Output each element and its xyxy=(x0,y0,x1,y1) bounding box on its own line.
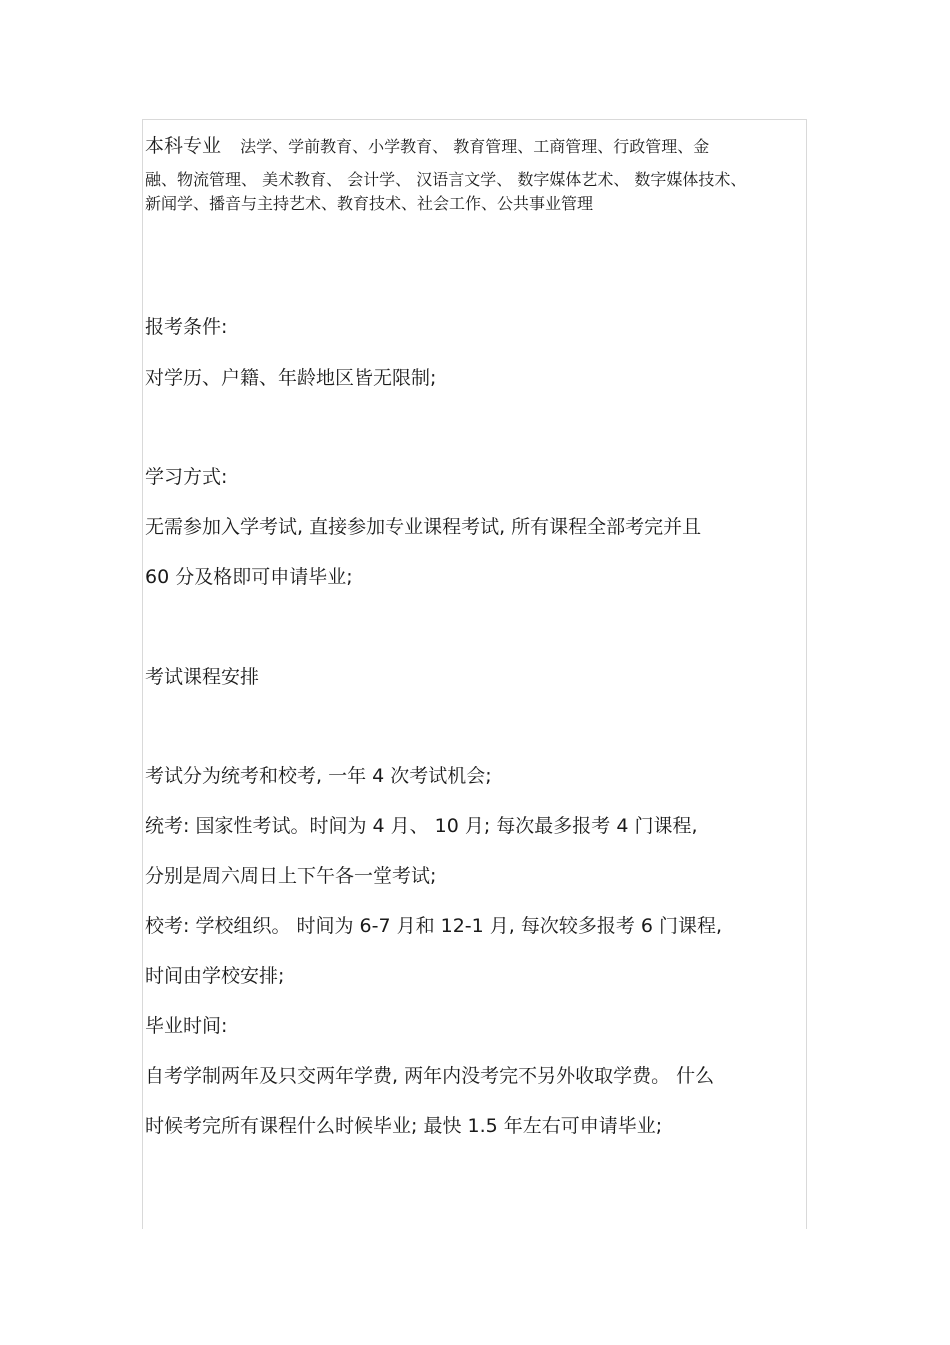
majors-list-part-1: 法学、学前教育、小学教育、 教育管理、工商管理、行政管理、金 xyxy=(240,137,710,156)
exam-schedule-line-4: 校考: 学校组织。 时间为 6-7 月和 12-1 月, 每次较多报考 6 门课程, xyxy=(145,915,723,937)
requirements-text: 对学历、户籍、年龄地区皆无限制; xyxy=(145,367,437,389)
exam-schedule-line-2: 统考: 国家性考试。时间为 4 月、 10 月; 每次最多报考 4 门课程, xyxy=(145,815,698,837)
majors-list-part-2: 融、物流管理、 美术教育、 会计学、 汉语言文学、 数字媒体艺术、 数字媒体技术、 xyxy=(145,170,747,189)
requirements-heading: 报考条件: xyxy=(145,316,228,338)
study-mode-line-2: 60 分及格即可申请毕业; xyxy=(145,566,353,588)
exam-schedule-line-3: 分别是周六周日上下午各一堂考试; xyxy=(145,865,437,887)
graduation-heading: 毕业时间: xyxy=(145,1015,228,1037)
graduation-line-2: 时候考完所有课程什么时候毕业; 最快 1.5 年左右可申请毕业; xyxy=(145,1115,663,1137)
exam-schedule-heading: 考试课程安排 xyxy=(145,666,260,688)
exam-schedule-line-1: 考试分为统考和校考, 一年 4 次考试机会; xyxy=(145,765,492,787)
graduation-line-1: 自考学制两年及只交两年学费, 两年内没考完不另外收取学费。 什么 xyxy=(145,1065,715,1087)
majors-list-part-3: 新闻学、播音与主持艺术、教育技术、社会工作、公共事业管理 xyxy=(145,194,594,213)
study-mode-heading: 学习方式: xyxy=(145,466,228,488)
exam-schedule-line-5: 时间由学校安排; xyxy=(145,965,285,987)
majors-line-1 xyxy=(145,131,709,158)
majors-label: 本科专业 xyxy=(145,135,222,157)
study-mode-line-1: 无需参加入学考试, 直接参加专业课程考试, 所有课程全部考完并且 xyxy=(145,516,702,538)
